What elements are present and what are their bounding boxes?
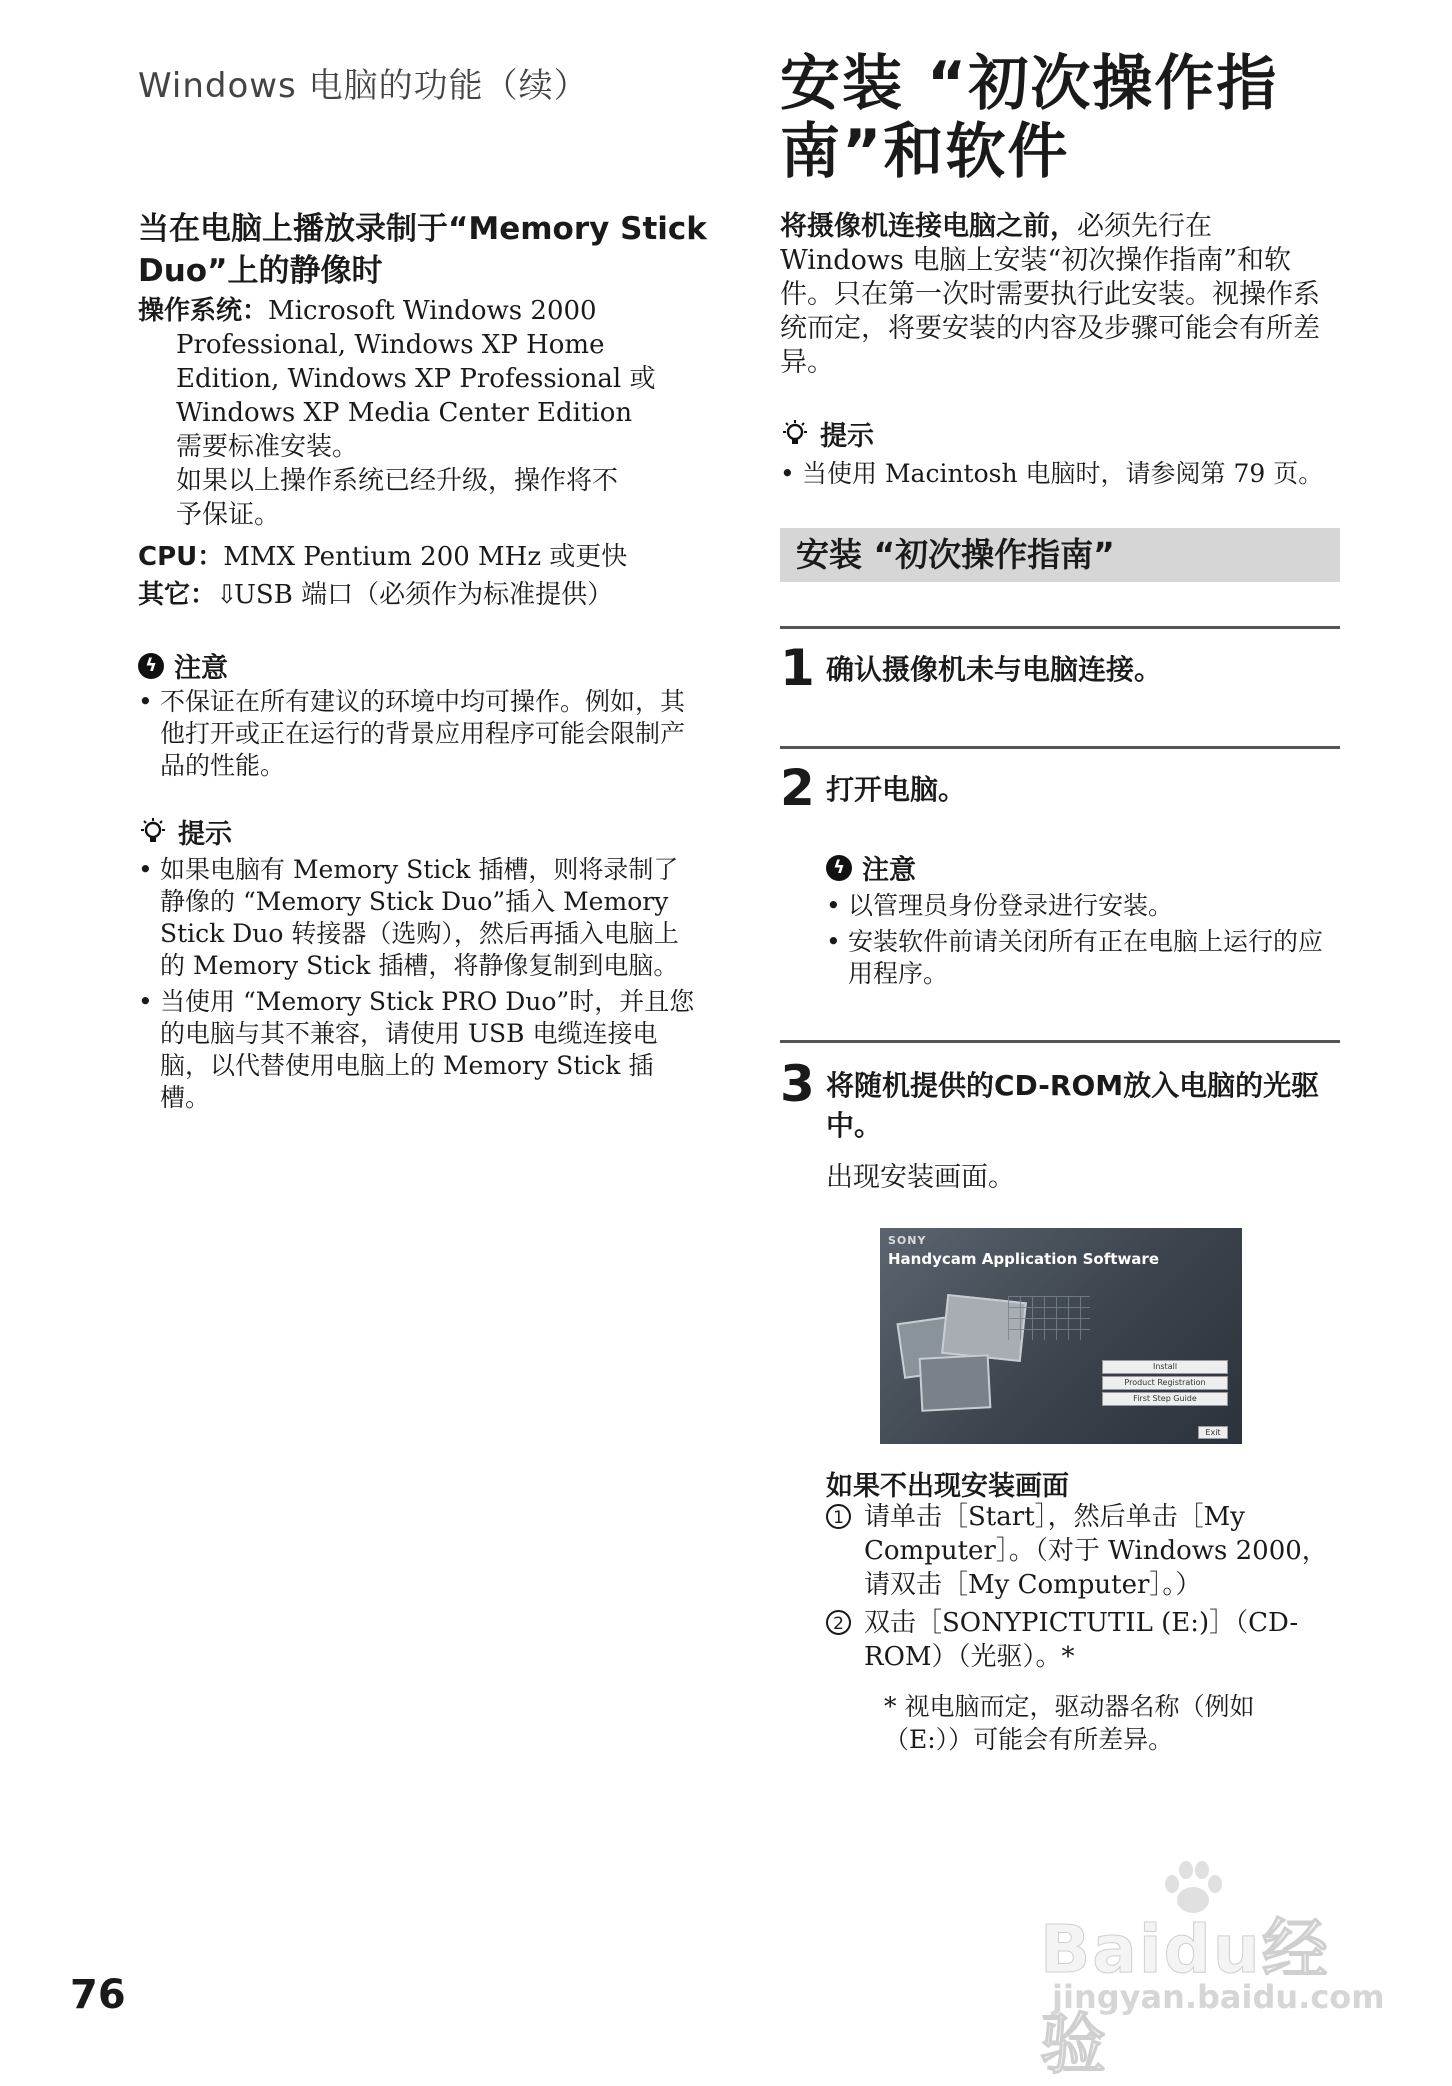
os-line: Microsoft Windows 2000 xyxy=(268,296,597,326)
list-item-text: 双击［SONYPICTUTIL (E:)］（CD-ROM）（光驱）。* xyxy=(864,1608,1299,1672)
lightbulb-icon xyxy=(780,419,810,449)
os-label: 操作系统： xyxy=(138,296,269,326)
intro-text: 必须先行在 Windows 电脑上安装“初次操作指南”和软件。只在第一次时需要执行此安装。视操作系统而定，将要安装的内容及步骤可能会有所差异。 xyxy=(780,211,1320,378)
page-title-line: 南”和软件 xyxy=(780,117,1070,187)
step-number: 2 xyxy=(780,759,815,817)
section-header: 安装 “初次操作指南” xyxy=(780,528,1340,582)
os-line: Edition, Windows XP Professional 或 xyxy=(176,364,656,394)
step-text: 确认摄像机未与电脑连接。 xyxy=(826,653,1163,686)
left-tip-title: 提示 xyxy=(178,819,232,850)
cpu-value: MMX Pentium 200 MHz 或更快 xyxy=(223,542,628,572)
list-item xyxy=(826,1500,1346,1602)
left-tip-list xyxy=(138,854,703,1118)
step2-note-list xyxy=(826,890,1340,994)
watermark-brand: Baidu经验 xyxy=(1040,1911,1330,2083)
lightbulb-icon xyxy=(138,817,168,847)
watermark xyxy=(1040,1860,1385,2083)
circled-number: 2 xyxy=(826,1610,851,1635)
os-line: 如果以上操作系统已经升级，操作将不 xyxy=(176,466,619,496)
step-3 xyxy=(780,1055,1340,1146)
right-tip-title: 提示 xyxy=(820,421,874,452)
list-item: • 不保证在所有建议的环境中均可操作。例如，其他打开或正在运行的背景应用程序可能会限制产品的性能。 xyxy=(138,686,703,782)
circled-number: 1 xyxy=(826,1504,851,1529)
step-number: 3 xyxy=(780,1055,815,1113)
intro-bold: 将摄像机连接电脑之前， xyxy=(780,211,1077,242)
list-item: • 如果电脑有 Memory Stick 插槽，则将录制了静像的 “Memory Stick Duo”插入 Memory Stick Duo 转接器（选购），然后再插入电脑上的 Memory Stick 插槽，将静像复制到电脑。 xyxy=(138,854,703,982)
list-item xyxy=(826,1606,1346,1674)
os-line: Windows XP Media Center Edition xyxy=(176,398,633,428)
left-note-heading xyxy=(138,646,228,685)
caution-icon: ϟ xyxy=(826,855,852,881)
list-item: • 当使用 “Memory Stick PRO Duo”时，并且您的电脑与其不兼容，请使用 USB 电缆连接电脑，以代替使用电脑上的 Memory Stick 插槽。 xyxy=(138,986,703,1114)
step-2 xyxy=(780,759,1340,817)
running-head: Windows 电脑的功能（续） xyxy=(138,66,589,106)
left-note-title: 注意 xyxy=(174,653,228,684)
first-step-guide-button[interactable]: First Step Guide xyxy=(1102,1392,1228,1406)
left-note-list xyxy=(138,686,703,786)
right-tip-heading xyxy=(780,414,874,453)
os-line: 需要标准安装。 xyxy=(176,432,359,462)
installer-title: Handycam Application Software xyxy=(888,1250,1159,1268)
intro-paragraph xyxy=(780,210,1340,380)
divider xyxy=(780,626,1340,629)
step3-result: 出现安装画面。 xyxy=(826,1162,1015,1193)
step-1 xyxy=(780,639,1340,697)
photo-thumbnail xyxy=(919,1354,992,1412)
os-line: Professional, Windows XP Home xyxy=(176,330,605,360)
section-subtitle: 当在电脑上播放录制于“Memory Stick Duo”上的静像时 xyxy=(138,211,707,289)
if-not-list xyxy=(826,1500,1346,1678)
step2-note-heading xyxy=(826,848,916,887)
calendar-graphic xyxy=(1008,1296,1090,1340)
footnote: * 视电脑而定，驱动器名称（例如（E:））可能会有所差异。 xyxy=(884,1692,1255,1754)
list-item: • 安装软件前请关闭所有正在电脑上运行的应用程序。 xyxy=(826,926,1340,990)
exit-button[interactable]: Exit xyxy=(1198,1426,1228,1439)
list-item: • 当使用 Macintosh 电脑时，请参阅第 79 页。 xyxy=(780,458,1340,490)
step2-note-title: 注意 xyxy=(862,855,916,886)
page-title-line: 安装 “初次操作指 xyxy=(780,49,1279,119)
other-value: USB 端口（必须作为标准提供） xyxy=(234,580,614,610)
system-requirements xyxy=(138,294,728,612)
if-not-title: 如果不出现安装画面 xyxy=(826,1471,1069,1502)
product-registration-button[interactable]: Product Registration xyxy=(1102,1376,1228,1390)
usb-icon: ⇩ xyxy=(216,580,238,610)
page-number: 76 xyxy=(70,1972,126,2018)
os-line: 予保证。 xyxy=(176,500,281,530)
cpu-label: CPU： xyxy=(138,542,224,572)
list-item-text: 请单击［Start］，然后单击［My Computer］。（对于 Windows 2000，请双击［My Computer］。） xyxy=(864,1502,1328,1600)
page-title xyxy=(780,50,1340,186)
divider xyxy=(780,746,1340,749)
step-text: 将随机提供的CD-ROM放入电脑的光驱中。 xyxy=(826,1069,1320,1142)
install-button[interactable]: Install xyxy=(1102,1360,1228,1374)
watermark-url: jingyan.baidu.com xyxy=(1052,1978,1385,2016)
installer-screenshot xyxy=(880,1228,1242,1444)
other-label: 其它： xyxy=(138,580,217,610)
list-item: • 以管理员身份登录进行安装。 xyxy=(826,890,1340,922)
left-tip-heading xyxy=(138,812,232,851)
sony-logo: SONY xyxy=(888,1234,927,1247)
divider xyxy=(780,1040,1340,1043)
caution-icon: ϟ xyxy=(138,653,164,679)
step-text: 打开电脑。 xyxy=(826,773,967,806)
step-number: 1 xyxy=(780,639,815,697)
right-tip-list xyxy=(780,458,1340,494)
